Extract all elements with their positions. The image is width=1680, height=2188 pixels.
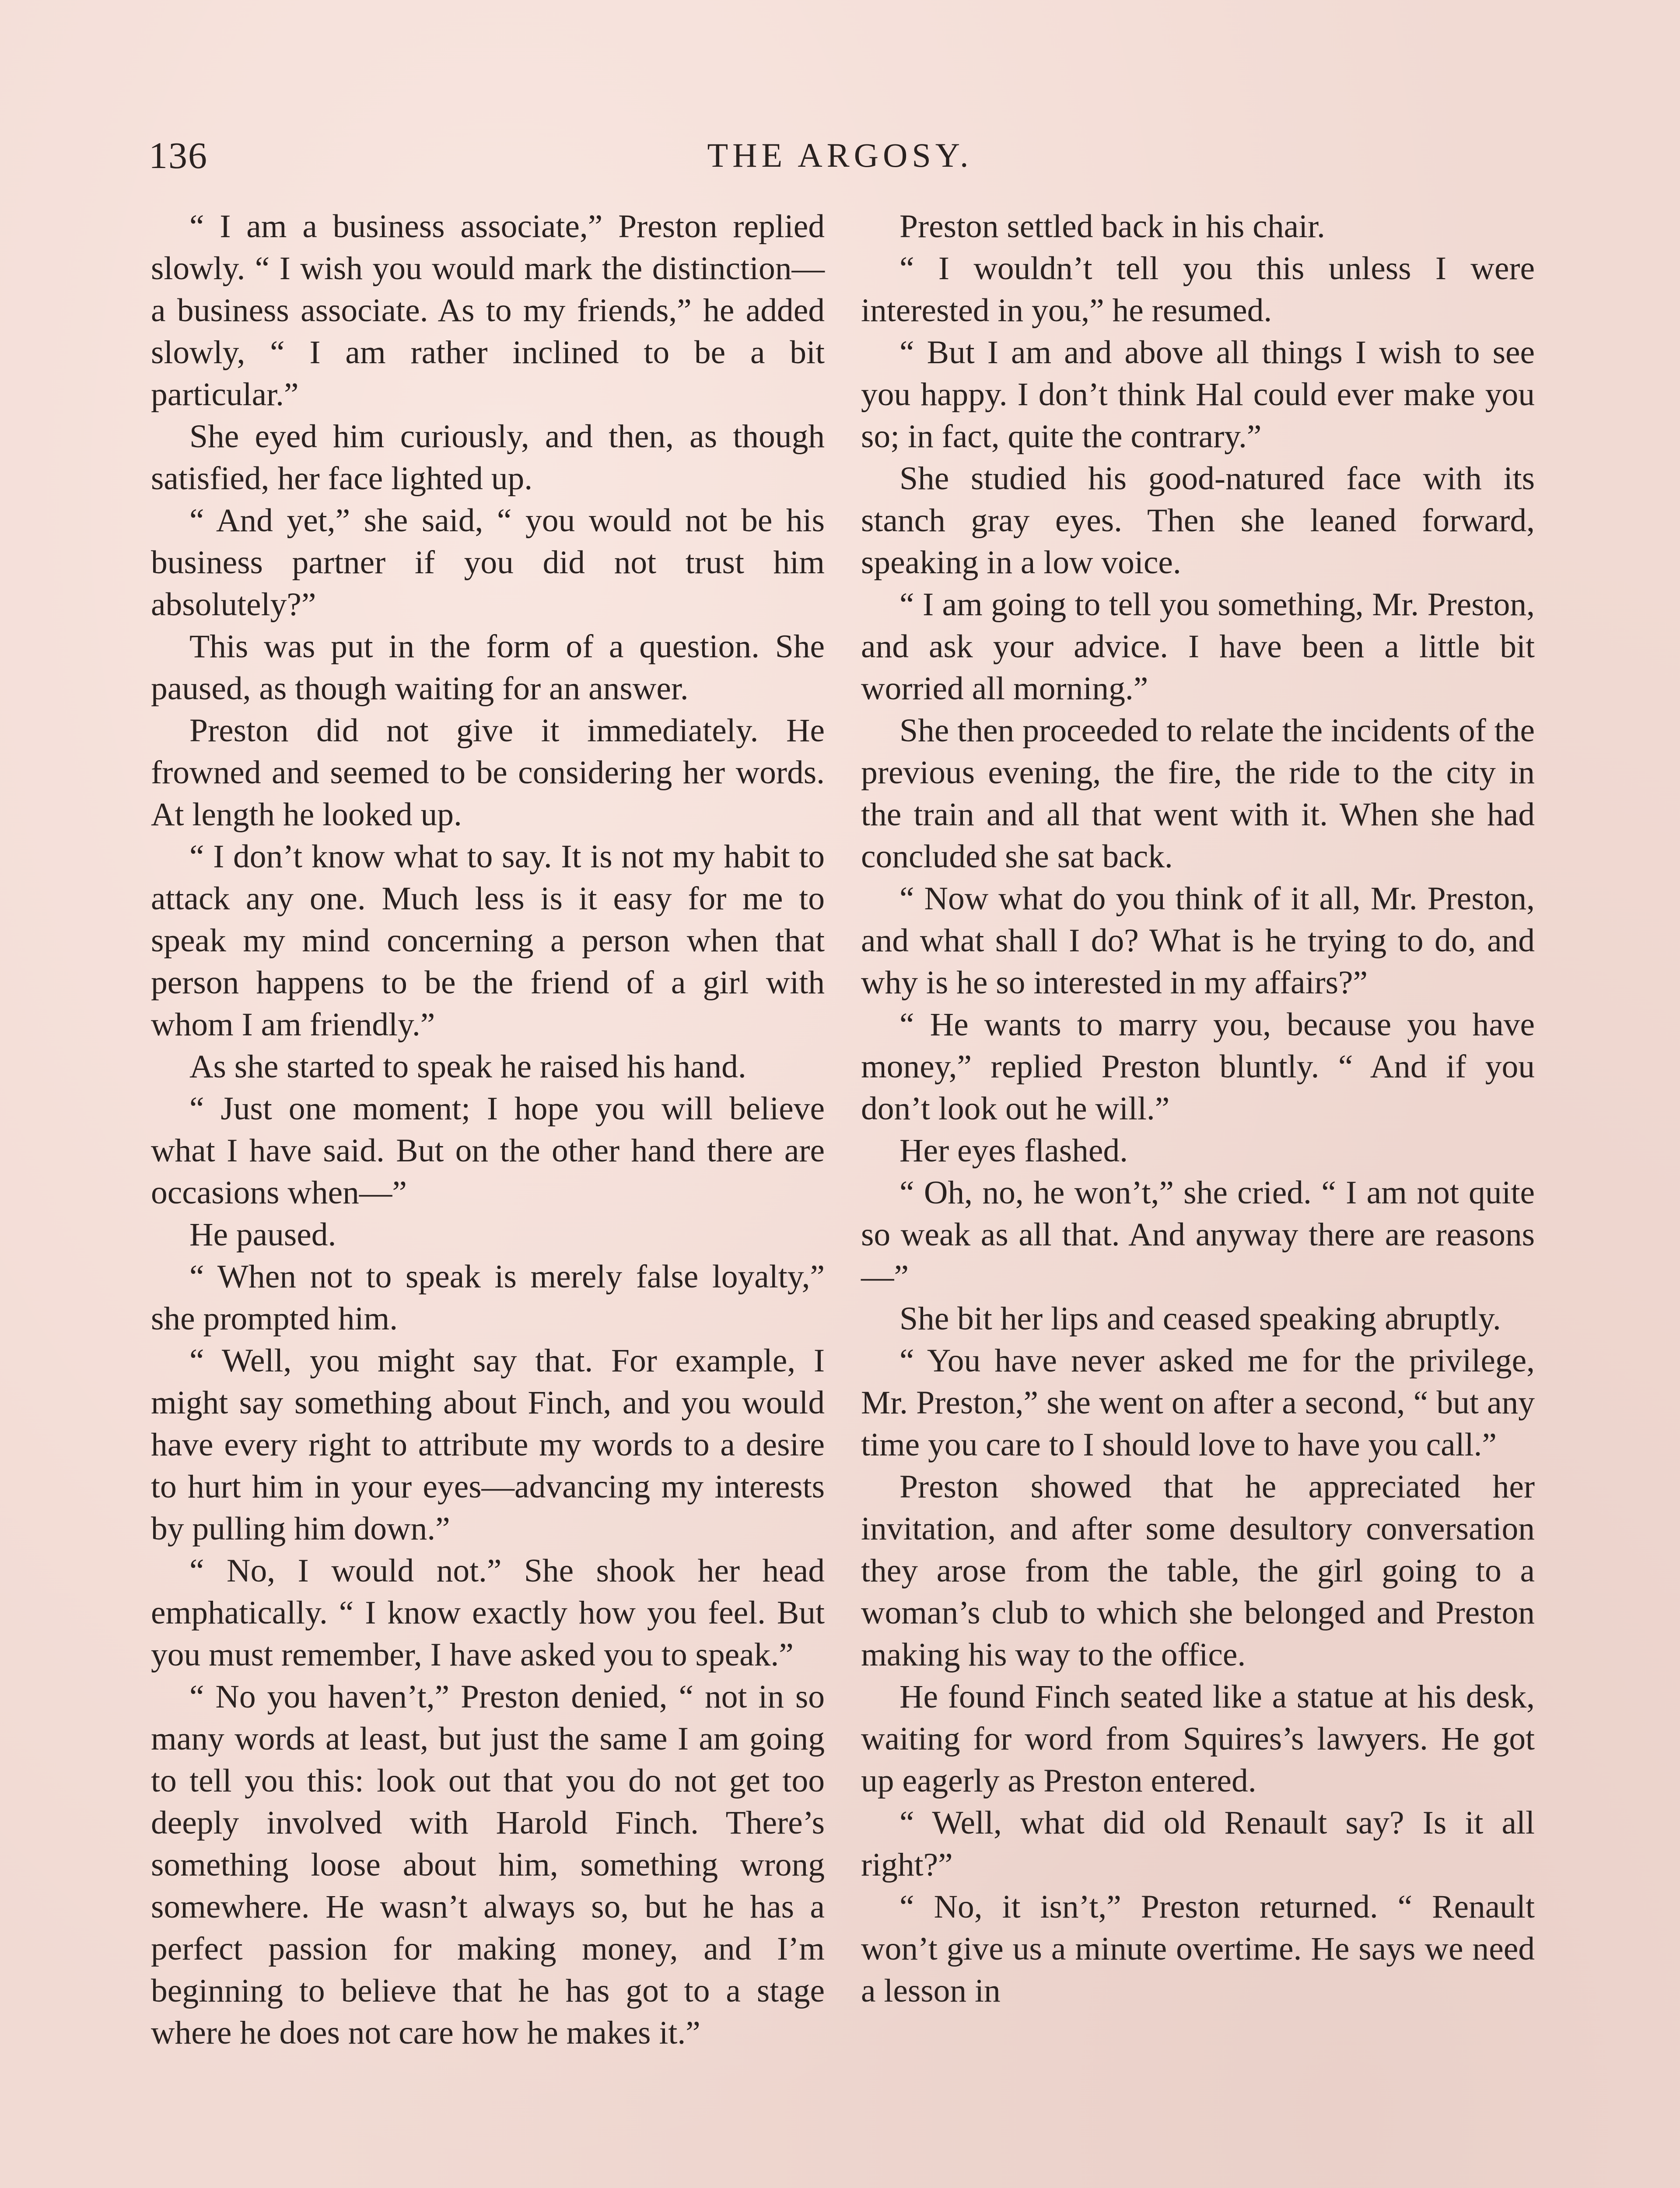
- paragraph: She bit her lips and ceased speaking abruptly.: [900, 1301, 1501, 1337]
- paragraph: “ He wants to marry you, because you have money,” replied Preston bluntly. “ And if you don’t look out he will.”: [861, 1006, 1535, 1127]
- paragraph: “ No, it isn’t,” Preston returned. “ Renault won’t give us a minute overtime. He says we need a lesson in: [861, 1889, 1535, 2009]
- paragraph: “ Well, what did old Renault say? Is it all right?”: [861, 1805, 1535, 1883]
- paragraph: “ You have never asked me for the privilege, Mr. Preston,” she went on after a second, “ but any time you care to I should love to have you call.”: [861, 1343, 1535, 1463]
- paragraph: “ I wouldn’t tell you this unless I were interested in you,” he resumed.: [861, 250, 1535, 329]
- paragraph: Preston settled back in his chair.: [900, 208, 1325, 245]
- paragraph: “ No you haven’t,” Preston denied, “ not in so many words at least, but just the same I am going to tell you this: look out that you do not get too deeply involved with Harold Finch. There’s something loose about him, something wrong somewhere. He wasn’t always so, but he has a perfect passion for making money, and I’m beginning to believe that he has got to a stage where he does not care how he makes it.”: [151, 1679, 825, 2051]
- paragraph: Her eyes flashed.: [900, 1133, 1128, 1169]
- paragraph: This was put in the form of a question. She paused, as though waiting for an answer.: [151, 628, 825, 707]
- paragraph: “ No, I would not.” She shook her head emphatically. “ I know exactly how you feel. But you must remember, I have asked you to speak.”: [151, 1553, 825, 1673]
- paragraph: He paused.: [189, 1217, 336, 1253]
- paragraph: “ And yet,” she said, “ you would not be his business partner if you did not trust him absolutely?”: [151, 502, 825, 623]
- paragraph: “ When not to speak is merely false loyalty,” she prompted him.: [151, 1259, 825, 1337]
- journal-title: THE ARGOSY.: [707, 136, 973, 174]
- paragraph: “ I am a business associate,” Preston replied slowly. “ I wish you would mark the distinction—a business associate. As to my friends,” he added slowly, “ I am rather inclined to be a bit particular.”: [151, 208, 825, 413]
- paragraph: “ I am going to tell you something, Mr. Preston, and ask your advice. I have been a little bit worried all morning.”: [861, 586, 1535, 707]
- paragraph: She studied his good-natured face with its stanch gray eyes. Then she leaned forward, speaking in a low voice.: [861, 460, 1535, 581]
- paragraph: Preston showed that he appreciated her invitation, and after some desultory conversation they arose from the table, the girl going to a woman’s club to which she belonged and Preston making his way to the office.: [861, 1469, 1535, 1673]
- paragraph: Preston did not give it immediately. He frowned and seemed to be considering her words. At length he looked up.: [151, 712, 825, 833]
- paragraph: “ But I am and above all things I wish to see you happy. I don’t think Hal could ever make you so; in fact, quite the contrary.”: [861, 334, 1535, 455]
- paragraph: “ Well, you might say that. For example, I might say something about Finch, and you would have every right to attribute my words to a desire to hurt him in your eyes—advancing my interests by pulling him down.”: [151, 1343, 825, 1547]
- paragraph: She then proceeded to relate the incidents of the previous evening, the fire, the ride to the city in the train and all that went with it. When she had concluded she sat back.: [861, 712, 1535, 875]
- paragraph: She eyed him curiously, and then, as though satisfied, her face lighted up.: [151, 418, 825, 497]
- paragraph: He found Finch seated like a statue at his desk, waiting for word from Squires’s lawyers. He got up eagerly as Preston entered.: [861, 1679, 1535, 1799]
- paragraph: “ Oh, no, he won’t,” she cried. “ I am not quite so weak as all that. And anyway there are reasons—”: [861, 1175, 1535, 1295]
- paragraph: “ Now what do you think of it all, Mr. Preston, and what shall I do? What is he trying to do, and why is he so interested in my affairs?”: [861, 880, 1535, 1001]
- paragraph: “ Just one moment; I hope you will believe what I have said. But on the other hand there are occasions when—”: [151, 1090, 825, 1211]
- paragraph: “ I don’t know what to say. It is not my habit to attack any one. Much less is it easy for me to speak my mind concerning a person when that person happens to be the friend of a girl with whom I am friendly.”: [151, 838, 825, 1043]
- right-text-column: [861, 206, 1535, 2012]
- paragraph: As she started to speak he raised his hand.: [189, 1048, 746, 1085]
- page-number: 136: [149, 134, 208, 176]
- left-text-column: [151, 206, 825, 2054]
- running-head: [149, 131, 1531, 179]
